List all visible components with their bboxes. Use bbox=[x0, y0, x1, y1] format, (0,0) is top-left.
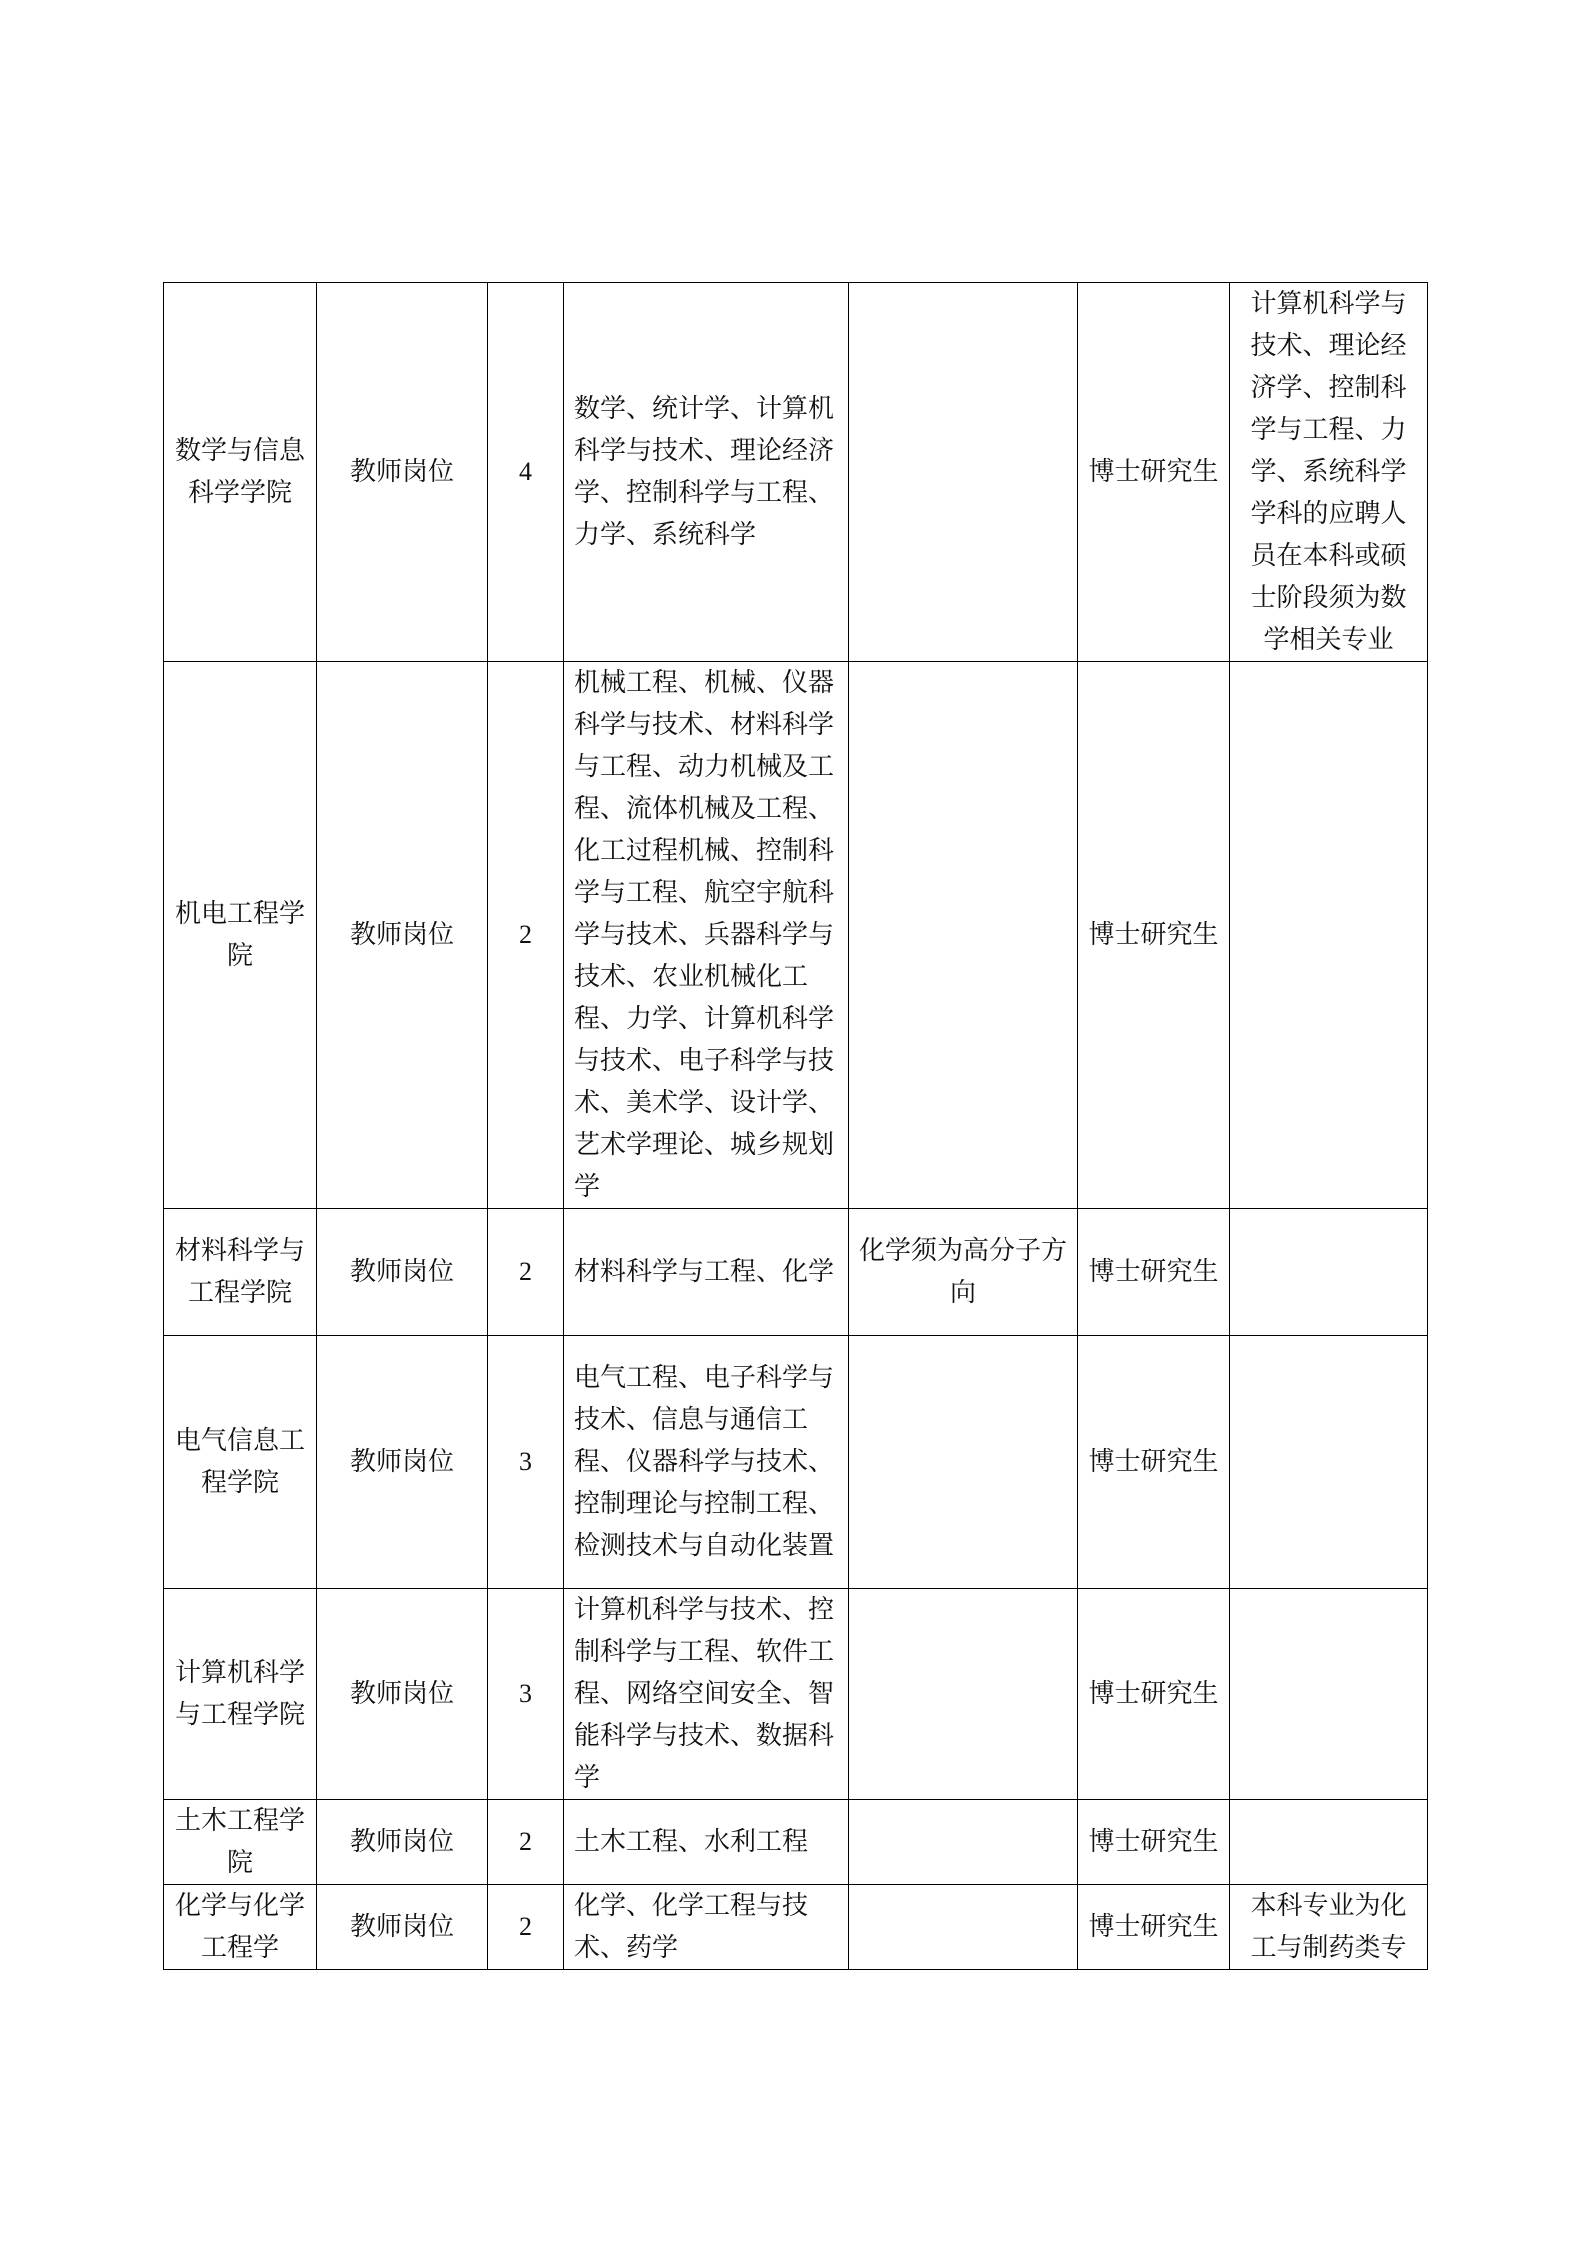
note-cell bbox=[1230, 1209, 1428, 1336]
table-row bbox=[164, 1800, 1428, 1885]
major-cell: 土木工程、水利工程 bbox=[564, 1800, 849, 1885]
requirement-cell bbox=[849, 662, 1078, 1209]
degree-cell: 博士研究生 bbox=[1078, 1336, 1230, 1589]
degree-cell: 博士研究生 bbox=[1078, 1800, 1230, 1885]
major-cell: 机械工程、机械、仪器科学与技术、材料科学与工程、动力机械及工程、流体机械及工程、化工过程机械、控制科学与工程、航空宇航科学与技术、兵器科学与技术、农业机械化工程、力学、计算机科学与技术、电子科学与技术、美术学、设计学、艺术学理论、城乡规划学 bbox=[564, 662, 849, 1209]
degree-cell: 博士研究生 bbox=[1078, 662, 1230, 1209]
note-cell bbox=[1230, 1800, 1428, 1885]
degree-cell: 博士研究生 bbox=[1078, 1589, 1230, 1800]
count-cell: 4 bbox=[488, 283, 564, 662]
table-row bbox=[164, 1209, 1428, 1336]
note-cell bbox=[1230, 1589, 1428, 1800]
post-cell: 教师岗位 bbox=[317, 1589, 488, 1800]
table-row bbox=[164, 1336, 1428, 1589]
unit-cell: 土木工程学院 bbox=[164, 1800, 317, 1885]
requirement-cell bbox=[849, 1800, 1078, 1885]
post-cell: 教师岗位 bbox=[317, 1800, 488, 1885]
post-cell: 教师岗位 bbox=[317, 1209, 488, 1336]
degree-cell: 博士研究生 bbox=[1078, 1209, 1230, 1336]
unit-cell: 机电工程学院 bbox=[164, 662, 317, 1209]
count-cell: 3 bbox=[488, 1589, 564, 1800]
recruitment-table bbox=[163, 282, 1428, 1970]
requirement-cell bbox=[849, 283, 1078, 662]
table-row bbox=[164, 1589, 1428, 1800]
requirement-cell bbox=[849, 1589, 1078, 1800]
post-cell: 教师岗位 bbox=[317, 1885, 488, 1970]
table-row bbox=[164, 1885, 1428, 1970]
note-cell bbox=[1230, 1336, 1428, 1589]
post-cell: 教师岗位 bbox=[317, 283, 488, 662]
note-cell: 本科专业为化工与制药类专 bbox=[1230, 1885, 1428, 1970]
unit-cell: 计算机科学与工程学院 bbox=[164, 1589, 317, 1800]
major-cell: 化学、化学工程与技术、药学 bbox=[564, 1885, 849, 1970]
count-cell: 2 bbox=[488, 1800, 564, 1885]
degree-cell: 博士研究生 bbox=[1078, 1885, 1230, 1970]
requirement-cell: 化学须为高分子方向 bbox=[849, 1209, 1078, 1336]
note-cell: 计算机科学与技术、理论经济学、控制科学与工程、力学、系统科学学科的应聘人员在本科或硕士阶段须为数学相关专业 bbox=[1230, 283, 1428, 662]
requirement-cell bbox=[849, 1336, 1078, 1589]
table-row bbox=[164, 662, 1428, 1209]
unit-cell: 电气信息工程学院 bbox=[164, 1336, 317, 1589]
requirement-cell bbox=[849, 1885, 1078, 1970]
unit-cell: 化学与化学工程学 bbox=[164, 1885, 317, 1970]
count-cell: 2 bbox=[488, 662, 564, 1209]
note-cell bbox=[1230, 662, 1428, 1209]
count-cell: 2 bbox=[488, 1885, 564, 1970]
major-cell: 电气工程、电子科学与技术、信息与通信工程、仪器科学与技术、控制理论与控制工程、检测技术与自动化装置 bbox=[564, 1336, 849, 1589]
count-cell: 2 bbox=[488, 1209, 564, 1336]
unit-cell: 数学与信息科学学院 bbox=[164, 283, 317, 662]
unit-cell: 材料科学与工程学院 bbox=[164, 1209, 317, 1336]
table-row bbox=[164, 283, 1428, 662]
count-cell: 3 bbox=[488, 1336, 564, 1589]
major-cell: 计算机科学与技术、控制科学与工程、软件工程、网络空间安全、智能科学与技术、数据科学 bbox=[564, 1589, 849, 1800]
major-cell: 材料科学与工程、化学 bbox=[564, 1209, 849, 1336]
major-cell: 数学、统计学、计算机科学与技术、理论经济学、控制科学与工程、力学、系统科学 bbox=[564, 283, 849, 662]
post-cell: 教师岗位 bbox=[317, 1336, 488, 1589]
post-cell: 教师岗位 bbox=[317, 662, 488, 1209]
degree-cell: 博士研究生 bbox=[1078, 283, 1230, 662]
